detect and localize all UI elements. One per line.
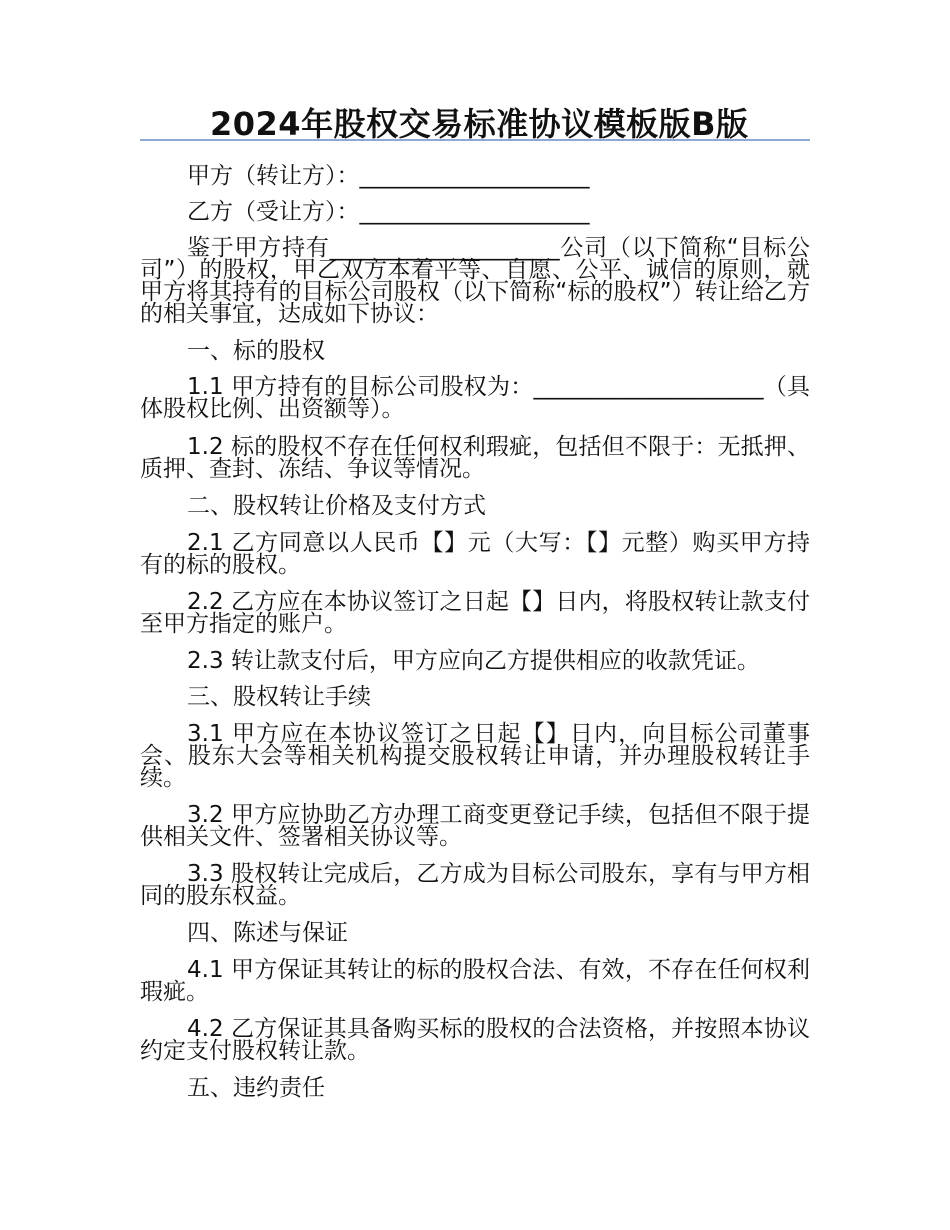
clause-paragraph: 1.1 甲方持有的目标公司股权为：____________________（具体股权比例、出资额等）。 [140,374,810,422]
party-b-line: 乙方（受让方）：____________________ [187,199,590,225]
section-heading: 三、股权转让手续 [187,684,371,710]
party-a-line: 甲方（转让方）：____________________ [187,163,590,189]
section-heading: 一、标的股权 [187,338,325,364]
clause-paragraph: 3.1 甲方应在本协议签订之日起【】日内，向目标公司董事会、股东大会等相关机构提交股权转让申请，并办理股权转让手续。 [140,721,810,791]
clause-paragraph: 4.1 甲方保证其转让的标的股权合法、有效，不存在任何权利瑕疵。 [140,957,810,1005]
clause-paragraph: 4.2 乙方保证其具备购买标的股权的合法资格，并按照本协议约定支付股权转让款。 [140,1016,810,1064]
page-title: 2024年股权交易标准协议模板版B版 [210,105,749,143]
clause-paragraph: 3.2 甲方应协助乙方办理工商变更登记手续，包括但不限于提供相关文件、签署相关协议等。 [140,802,810,850]
clause-paragraph: 2.2 乙方应在本协议签订之日起【】日内，将股权转让款支付至甲方指定的账户。 [140,589,810,637]
preamble-paragraph: 鉴于甲方持有____________________公司（以下简称“目标公司”）的股权，甲乙双方本着平等、自愿、公平、诚信的原则，就甲方将其持有的目标公司股权（以下简称“标的股权”）转让给乙方的相关事宜，达成如下协议： [140,235,810,327]
title-underline [140,139,810,141]
section-heading: 二、股权转让价格及支付方式 [187,493,486,519]
clause-paragraph: 2.1 乙方同意以人民币【】元（大写：【】元整）购买甲方持有的标的股权。 [140,530,810,578]
clause-paragraph: 3.3 股权转让完成后，乙方成为目标公司股东，享有与甲方相同的股东权益。 [140,861,810,909]
section-heading: 四、陈述与保证 [187,920,348,946]
clause-paragraph: 2.3 转让款支付后，甲方应向乙方提供相应的收款凭证。 [187,648,760,674]
section-heading: 五、违约责任 [187,1075,325,1101]
clause-paragraph: 1.2 标的股权不存在任何权利瑕疵，包括但不限于：无抵押、质押、查封、冻结、争议等情况。 [140,434,810,482]
